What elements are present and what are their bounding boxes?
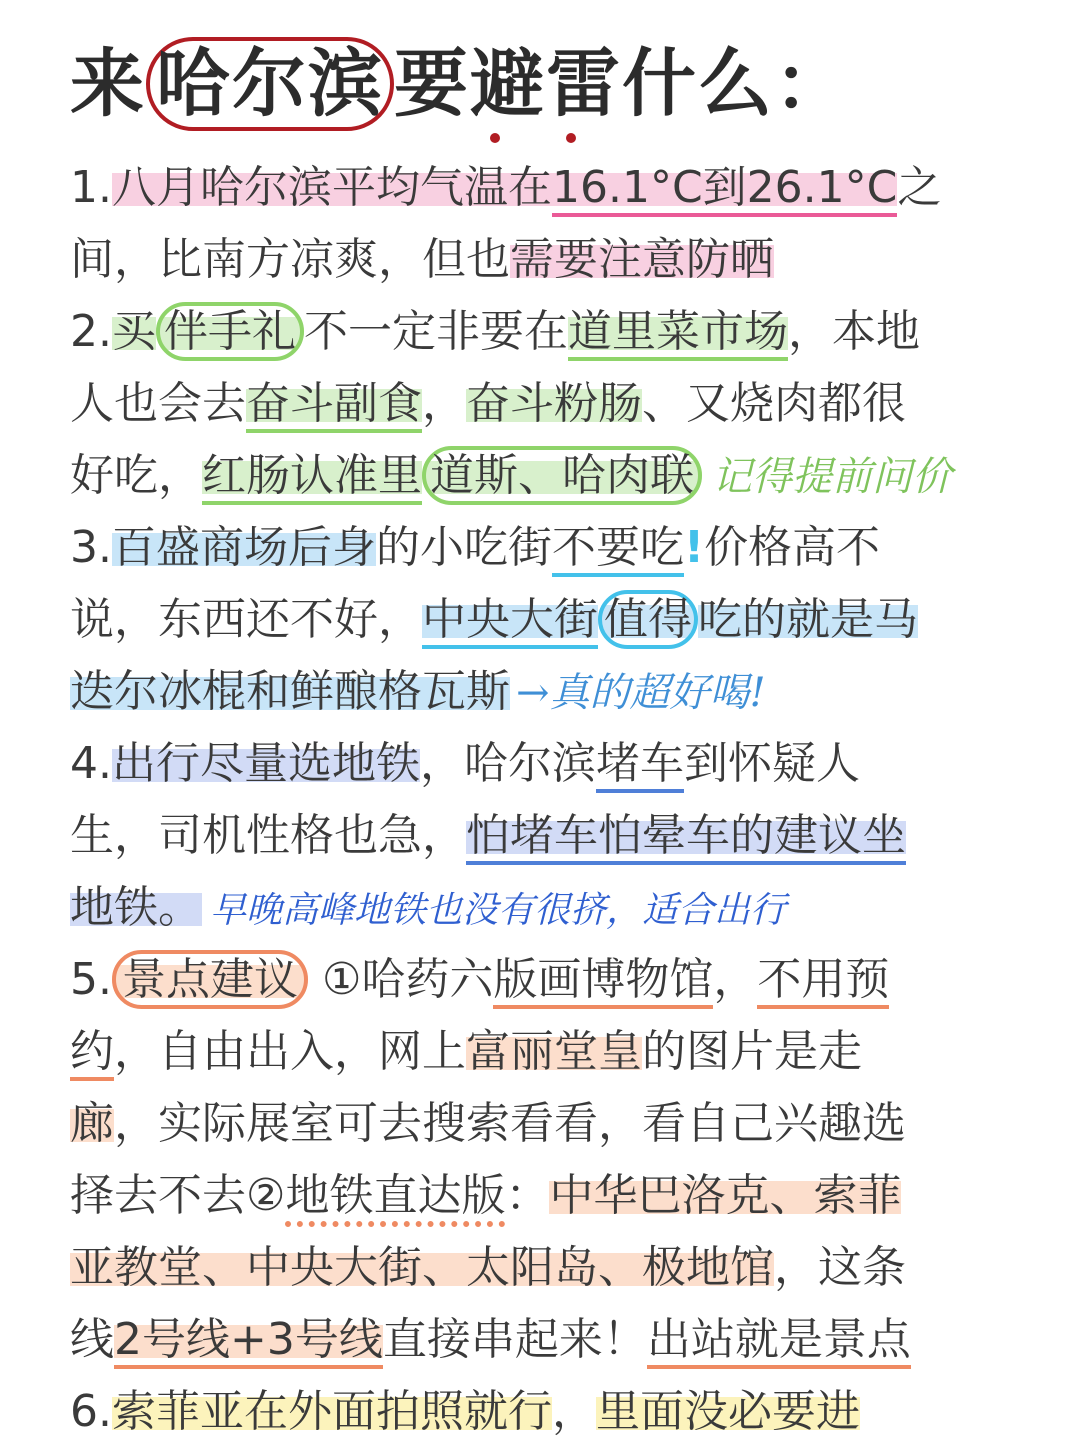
tip-item-6: [70, 1376, 1020, 1448]
text: ①哈药六: [307, 954, 494, 1005]
text-line: [70, 440, 1020, 513]
underlined-text: 不要吃: [552, 522, 684, 577]
underlined-text: 红肠认准里: [202, 450, 422, 505]
text: ，: [551, 1386, 596, 1437]
text: ，实际展室可去搜索看看，看自己兴趣选: [114, 1098, 906, 1149]
text: ，: [422, 378, 466, 429]
text: ，自由出入，网上: [114, 1026, 466, 1077]
text: 线: [70, 1314, 114, 1365]
emphasis-dot: [490, 133, 500, 143]
title-city-circled: 哈尔滨: [146, 37, 394, 131]
text: ，哈尔滨: [419, 738, 596, 789]
highlight-text: 八月哈尔滨: [111, 162, 332, 213]
item-number: 3.: [70, 522, 112, 573]
tip-item-4: [70, 728, 1020, 947]
title-suffix: 什么：: [622, 41, 850, 127]
underlined-text: 不用预: [757, 954, 889, 1009]
text: 之: [897, 162, 942, 213]
text-line: [70, 152, 1020, 224]
text: 生，司机性格也急，: [70, 810, 466, 861]
circled-text: 伴手礼: [156, 302, 304, 361]
text: 直接串起来！: [382, 1314, 647, 1365]
text-line: [70, 656, 1020, 729]
text: 的图片是走: [642, 1026, 862, 1077]
highlight-text: 中华巴洛克、索菲: [549, 1170, 902, 1221]
tip-item-2: [70, 296, 1020, 513]
emphasis-dot: [566, 133, 576, 143]
page-title: [70, 36, 850, 132]
text-line: [70, 1376, 1020, 1448]
text: 择去不去②: [70, 1170, 286, 1221]
underlined-text: 中央大街: [422, 594, 598, 649]
title-dotted-words: [470, 41, 622, 127]
temperature-range: 16.1°C到26.1°C: [552, 162, 897, 217]
text-line: [70, 1088, 1020, 1160]
text-line: [70, 728, 1020, 800]
text-line: [70, 512, 1020, 584]
highlight-text: 索菲亚在外面拍照就行: [111, 1386, 552, 1437]
highlight-text: 吃的就是马: [698, 594, 918, 645]
underlined-text: 出站就是景点: [647, 1314, 911, 1369]
item-number: 6.: [70, 1386, 112, 1437]
highlight-text: 地铁。: [70, 882, 202, 933]
underlined-text: 怕堵车怕晕车的建议坐: [466, 810, 906, 865]
underlined-text: 2号线+3号线: [114, 1314, 383, 1369]
text-line: [70, 584, 1020, 656]
exclamation-mark: !: [683, 522, 705, 573]
handwritten-note: 早晚高峰地铁也没有很挤，适合出行: [210, 890, 787, 931]
text: 价格高不: [704, 522, 881, 573]
underlined-text: 堵车: [596, 738, 684, 793]
text-line: [70, 1232, 1020, 1304]
text: ：: [505, 1170, 550, 1221]
text-line: [70, 296, 1020, 368]
highlight-text: 出行尽量选地铁: [111, 738, 420, 789]
underlined-text: 版画博物馆: [493, 954, 713, 1009]
text: 间，比南方凉爽，但也: [70, 234, 510, 285]
item-number: 2.: [70, 306, 112, 357]
text-line: [70, 872, 1020, 947]
highlight-text: 百盛商场后身: [111, 522, 376, 573]
item-number: 1.: [70, 162, 112, 213]
handwritten-note: 记得提前问价: [712, 454, 952, 500]
dotted-text: 地铁直达版: [285, 1170, 505, 1227]
title-middle: 要: [394, 41, 470, 127]
highlight-text: 亚教堂、中央大街、太阳岛、极地馆: [70, 1242, 774, 1293]
text: 的小吃街: [375, 522, 552, 573]
highlight-text: 奋斗粉肠: [466, 378, 642, 429]
underlined-text: 约: [70, 1026, 114, 1081]
text-line: [70, 1304, 1020, 1376]
circled-text: 道斯、哈肉联: [422, 446, 702, 505]
text: 到怀疑人: [683, 738, 860, 789]
title-dotted-text: 避雷: [470, 41, 622, 127]
text-line: [70, 1016, 1020, 1088]
text: ，这条: [774, 1242, 906, 1293]
underlined-text: 奋斗副食: [246, 378, 422, 433]
text: ，本地: [787, 306, 920, 357]
text: 好吃，: [70, 450, 202, 501]
text-line: [70, 1160, 1020, 1232]
highlight-text: 迭尔冰棍和鲜酿格瓦斯: [70, 666, 510, 717]
text: 说，东西还不好，: [70, 594, 422, 645]
text-line: [70, 800, 1020, 872]
item-number: 5.: [70, 954, 112, 1005]
circled-text: 值得: [598, 590, 698, 649]
handwritten-note: →真的超好喝!: [516, 670, 766, 716]
highlight-text: 廊: [70, 1098, 114, 1149]
text: 人也会去: [70, 378, 246, 429]
text: 、又烧肉都很: [642, 378, 906, 429]
text-line: [70, 944, 1020, 1016]
title-prefix: 来: [70, 41, 146, 127]
item-number: 4.: [70, 738, 112, 789]
tip-item-5: [70, 944, 1020, 1376]
circled-text: 景点建议: [112, 950, 308, 1009]
highlight-text: 需要注意防晒: [510, 234, 774, 285]
tip-item-1: [70, 152, 1020, 296]
tip-item-3: [70, 512, 1020, 729]
highlight-text: 里面没必要进: [595, 1386, 860, 1437]
underlined-text: 道里菜市场: [568, 306, 788, 361]
text: ，: [713, 954, 758, 1005]
highlight-text: 平均气温在: [331, 162, 552, 213]
text-line: [70, 368, 1020, 440]
text-line: [70, 224, 1020, 296]
text: 不一定非要在: [303, 306, 568, 357]
highlight-text: 买: [111, 306, 156, 357]
highlight-text: 富丽堂皇: [466, 1026, 642, 1077]
